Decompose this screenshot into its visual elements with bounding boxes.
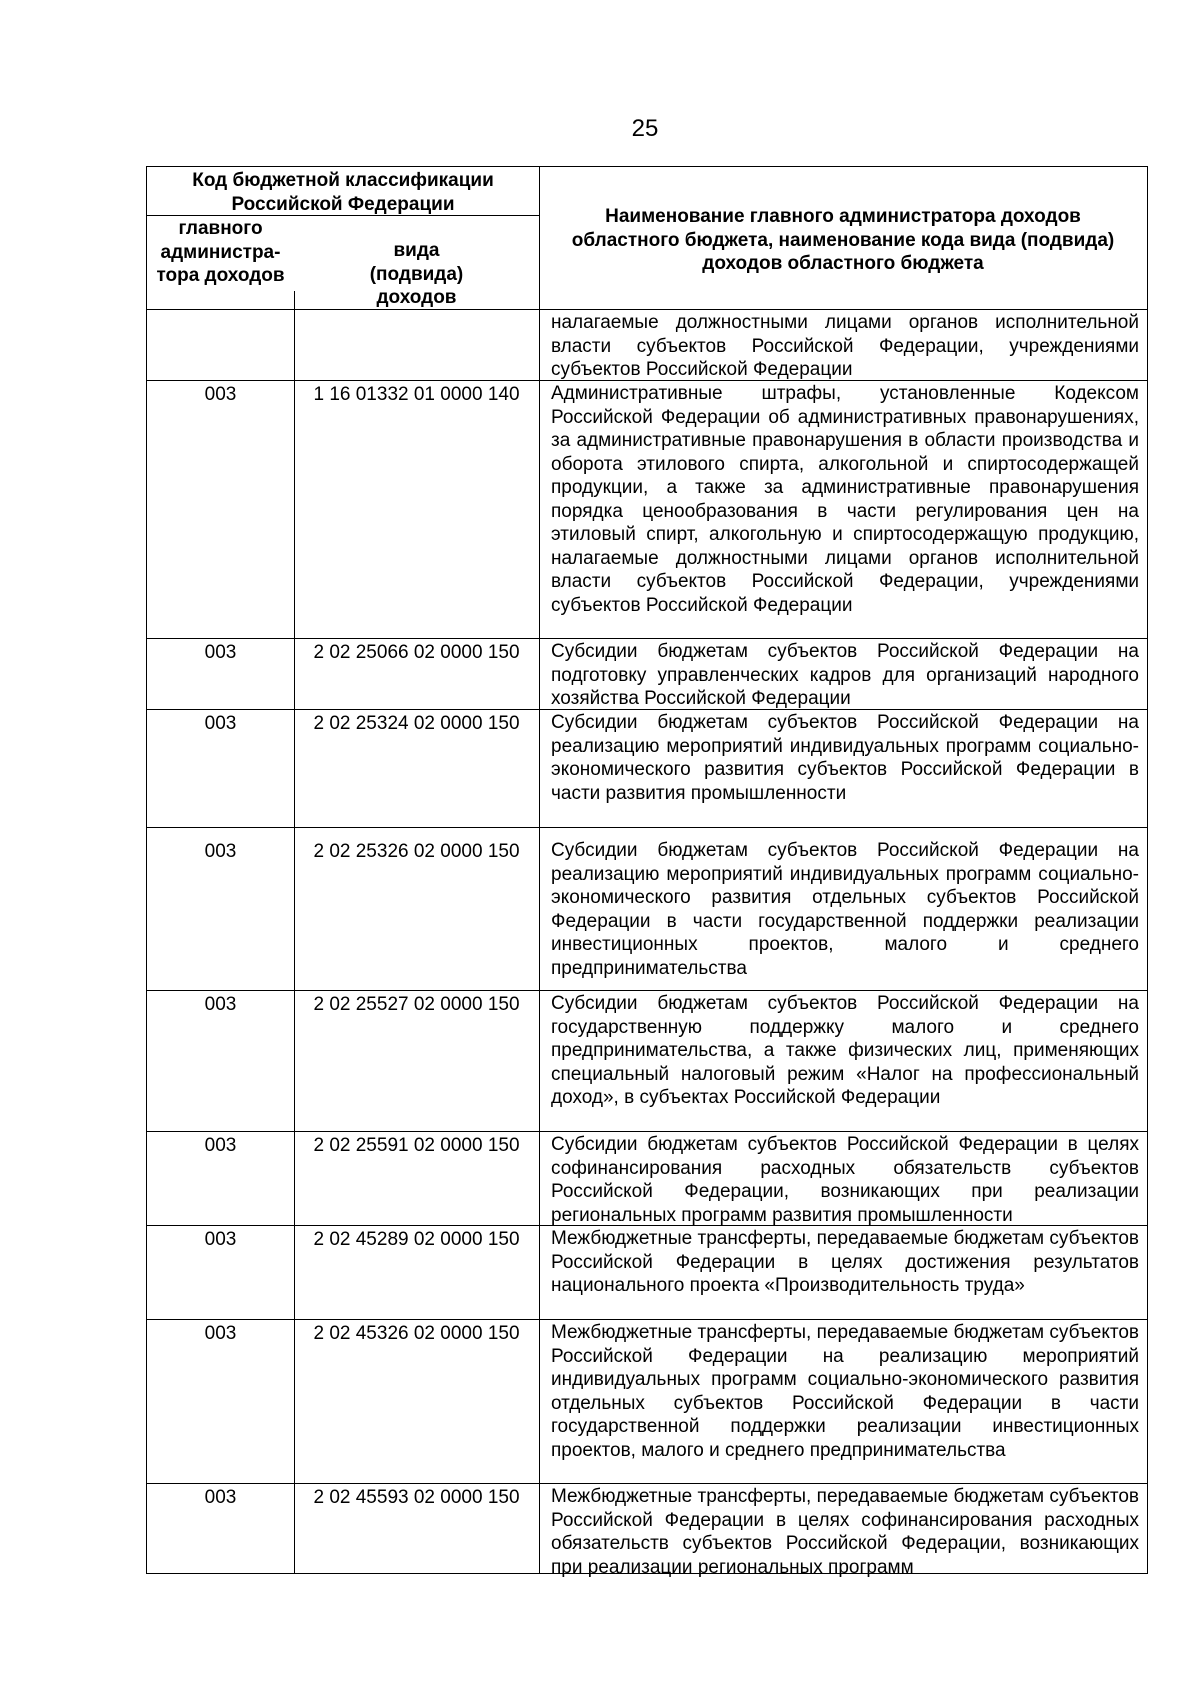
- table-row-code: 2 02 25324 02 0000 150: [313, 713, 520, 734]
- page-number: 25: [631, 115, 659, 142]
- column-divider: [294, 291, 295, 1573]
- table-row-name: Субсидии бюджетам субъектов Российской Федерации на государственную поддержку малого и среднего предпринимательства, а также физических лиц, применяющих специальный налоговый режим «Налог на профессиональный доход», в субъектах Российской Федерации: [551, 993, 1139, 1108]
- budget-classification-table: [146, 166, 1148, 1578]
- table-row-admin: 003: [204, 642, 237, 663]
- table-row-name: Межбюджетные трансферты, передаваемые бюджетам субъектов Российской Федерации в целях софинансирования расходных обязательств субъектов Российской Федерации, возникающих при реализации региональных программ: [551, 1486, 1139, 1578]
- table-row-admin: 003: [204, 994, 237, 1015]
- row-divider: [147, 638, 1147, 639]
- table-row-name: Субсидии бюджетам субъектов Российской Федерации на подготовку управленческих кадров для организаций народного хозяйства Российской Федерации: [551, 641, 1139, 709]
- table-row-code: 2 02 25527 02 0000 150: [313, 994, 520, 1015]
- table-row-name: Административные штрафы, установленные Кодексом Российской Федерации об административных правонарушениях, за административные правонарушения в области производства и оборота этилового спирта, алкогольной и спиртосодержащей продукции, а также за административные правонарушения порядка ценообразования в части регулирования цен на этиловый спирт, алкогольную и спиртосодержащую продукцию, налагаемые должностными лицами органов исполнительной власти субъектов Российской Федерации, учреждениями субъектов Российской Федерации: [551, 383, 1139, 616]
- header-revenue-type-code: вида (подвида) доходов: [369, 240, 464, 308]
- table-row-admin: 003: [204, 841, 237, 862]
- row-divider: [147, 1131, 1147, 1132]
- table-row-code: 2 02 25066 02 0000 150: [313, 642, 520, 663]
- row-divider: [147, 827, 1147, 828]
- table-row-code: 2 02 25591 02 0000 150: [313, 1135, 520, 1156]
- row-divider: [147, 990, 1147, 991]
- header-revenue-name: Наименование главного администратора доходов областного бюджета, наименование кода вида (подвида) доходов областного бюджета: [571, 206, 1115, 274]
- table-row-name: Субсидии бюджетам субъектов Российской Федерации в целях софинансирования расходных обязательств субъектов Российской Федерации, возникающих при реализации региональных программ развития промышленности: [551, 1134, 1139, 1226]
- table-row-code: 2 02 45289 02 0000 150: [313, 1229, 520, 1250]
- table-row-name: Межбюджетные трансферты, передаваемые бюджетам субъектов Российской Федерации в целях достижения результатов национального проекта «Производительность труда»: [551, 1228, 1139, 1296]
- table-row-name: Субсидии бюджетам субъектов Российской Федерации на реализацию мероприятий индивидуальных программ социально-экономического развития субъектов Российской Федерации в части развития промышленности: [551, 712, 1139, 804]
- header-admin-code: главного администра-тора доходов: [156, 218, 285, 286]
- table-row-code: 2 02 45593 02 0000 150: [313, 1487, 520, 1508]
- table-row-admin: 003: [204, 1229, 237, 1250]
- table-row-name: Субсидии бюджетам субъектов Российской Федерации на реализацию мероприятий индивидуальных программ социально-экономического развития отдельных субъектов Российской Федерации в части государственной поддержки реализации инвестиционных проектов, малого и среднего предпринимательства: [551, 840, 1139, 979]
- table-row-name: Межбюджетные трансферты, передаваемые бюджетам субъектов Российской Федерации на реализацию мероприятий индивидуальных программ социально-экономического развития отдельных субъектов Российской Федерации в части государственной поддержки реализации инвестиционных проектов, малого и среднего предпринимательства: [551, 1322, 1139, 1461]
- table-row-admin: 003: [204, 713, 237, 734]
- row-divider: [147, 1319, 1147, 1320]
- table-row-code: 2 02 25326 02 0000 150: [313, 841, 520, 862]
- table-row-admin: 003: [204, 384, 237, 405]
- header-classification-group: Код бюджетной классификации Российской Федерации: [192, 170, 494, 215]
- table-row-admin: 003: [204, 1323, 237, 1344]
- table-row-admin: 003: [204, 1487, 237, 1508]
- table-row-name: налагаемые должностными лицами органов исполнительной власти субъектов Российской Федерации, учреждениями субъектов Российской Федерации: [551, 312, 1139, 380]
- table-row-code: 1 16 01332 01 0000 140: [313, 384, 520, 405]
- row-divider: [147, 1483, 1147, 1484]
- table-row-admin: 003: [204, 1135, 237, 1156]
- table-row-code: 2 02 45326 02 0000 150: [313, 1323, 520, 1344]
